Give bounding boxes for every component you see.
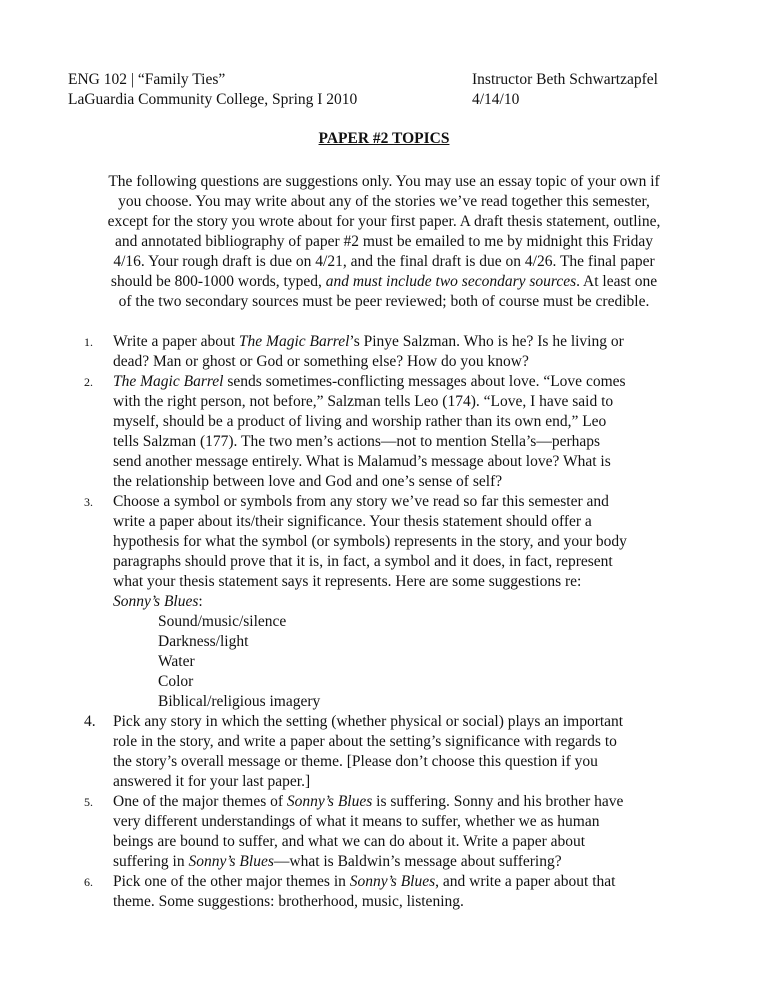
header-left	[68, 70, 357, 110]
question-text: One of the major themes of	[113, 793, 287, 810]
intro-line: except for the story you wrote about for your first paper. A draft thesis statement, outline,	[107, 213, 661, 230]
question-line: beings are bound to suffer, and what we can do about it. Write a paper about	[113, 833, 586, 850]
question-line: Pick any story in which the setting (whether physical or social) plays an important	[113, 713, 624, 730]
work-title: The Magic Barrel	[238, 333, 350, 350]
page-title: PAPER #2 TOPICS	[318, 130, 450, 147]
question-line	[113, 592, 724, 612]
question-item	[84, 712, 724, 792]
question-line: role in the story, and write a paper about the setting’s significance with regards to	[113, 733, 617, 750]
question-line: what your thesis statement says it represents. Here are some suggestions re:	[113, 573, 582, 590]
question-number: 6.	[84, 875, 93, 889]
question-line: with the right person, not before,” Salzman tells Leo (174). “Love, I have said to	[113, 393, 614, 410]
intro-line: The following questions are suggestions only. You may use an essay topic of your own if	[108, 173, 660, 190]
question-item	[84, 792, 724, 872]
question-line	[113, 792, 724, 812]
intro-line: 4/16. Your rough draft is due on 4/21, and the final draft is due on 4/26. The final paper	[113, 253, 655, 270]
question-line: paragraphs should prove that it is, in fact, a symbol and it does, in fact, represent	[113, 553, 613, 570]
suggestion-item: Water	[158, 653, 195, 670]
question-line: myself, should be a product of living and worship rather than its own end,” Leo	[113, 413, 607, 430]
question-text: sends sometimes-conflicting messages about love. “Love comes	[223, 373, 626, 390]
question-line: answered it for your last paper.]	[113, 773, 311, 790]
question-text: is suffering. Sonny and his brother have	[372, 793, 624, 810]
question-item	[84, 872, 724, 912]
intro-line: of the two secondary sources must be peer reviewed; both of course must be credible.	[118, 293, 650, 310]
intro-text: . At least one	[576, 273, 658, 290]
intro-line: you choose. You may write about any of the stories we’ve read together this semester,	[118, 193, 650, 210]
question-line: theme. Some suggestions: brotherhood, music, listening.	[113, 893, 464, 910]
question-line	[113, 332, 724, 352]
question-line	[113, 372, 724, 392]
question-number: 2.	[84, 375, 93, 389]
question-line	[113, 852, 724, 872]
question-text: Write a paper about	[113, 333, 239, 350]
suggestion-item: Darkness/light	[158, 633, 249, 650]
work-title: Sonny’s Blues	[349, 873, 436, 890]
work-title: Sonny’s Blues	[188, 853, 274, 870]
question-line: tells Salzman (177). The two men’s actions—not to mention Stella’s—perhaps	[113, 433, 601, 450]
question-number: 4.	[84, 713, 96, 730]
question-line: the relationship between love and God and one’s sense of self?	[113, 473, 503, 490]
question-line: Choose a symbol or symbols from any story we’ve read so far this semester and	[113, 493, 609, 510]
work-title: Sonny’s Blues	[113, 593, 199, 610]
suggestion-item: Biblical/religious imagery	[158, 693, 321, 710]
suggestion-item: Sound/music/silence	[158, 613, 287, 630]
question-line: the story’s overall message or theme. [Please don’t choose this question if you	[113, 753, 598, 770]
question-item	[84, 492, 724, 712]
question-item	[84, 332, 724, 372]
question-item	[84, 372, 724, 492]
question-line: very different understandings of what it means to suffer, whether we as human	[113, 813, 600, 830]
question-number: 1.	[84, 335, 93, 349]
question-text: ’s Pinye Salzman. Who is he? Is he living or	[349, 333, 624, 350]
question-list	[84, 332, 724, 912]
question-number: 3.	[84, 495, 93, 509]
question-text: , and write a paper about that	[435, 873, 616, 890]
work-title: The Magic Barrel	[113, 373, 224, 390]
intro-line	[64, 272, 704, 292]
question-number: 5.	[84, 795, 93, 809]
question-text: —what is Baldwin’s message about suffering?	[273, 853, 562, 870]
college-term: LaGuardia Community College, Spring I 2010	[68, 91, 358, 108]
question-text: :	[198, 593, 203, 610]
course-name: ENG 102 | “Family Ties”	[68, 71, 226, 88]
suggestion-item: Color	[158, 673, 194, 690]
work-title: Sonny’s Blues	[286, 793, 373, 810]
question-line: send another message entirely. What is Malamud’s message about love? What is	[113, 453, 611, 470]
question-line: dead? Man or ghost or God or something else? How do you know?	[113, 353, 529, 370]
intro-paragraph	[64, 172, 704, 312]
document-date: 4/14/10	[472, 91, 520, 108]
question-line: hypothesis for what the symbol (or symbols) represents in the story, and your body	[113, 533, 627, 550]
question-text: Pick one of the other major themes in	[113, 873, 350, 890]
instructor-name: Instructor Beth Schwartzapfel	[472, 71, 658, 88]
question-line	[113, 872, 724, 892]
intro-text: should be 800-1000 words, typed,	[110, 273, 326, 290]
symbol-suggestions	[113, 612, 724, 712]
header-right	[472, 70, 658, 110]
intro-emphasis: and must include two secondary sources	[325, 273, 577, 290]
question-line: write a paper about its/their significance. Your thesis statement should offer a	[113, 513, 592, 530]
question-text: suffering in	[113, 853, 189, 870]
intro-line: and annotated bibliography of paper #2 must be emailed to me by midnight this Friday	[114, 233, 654, 250]
